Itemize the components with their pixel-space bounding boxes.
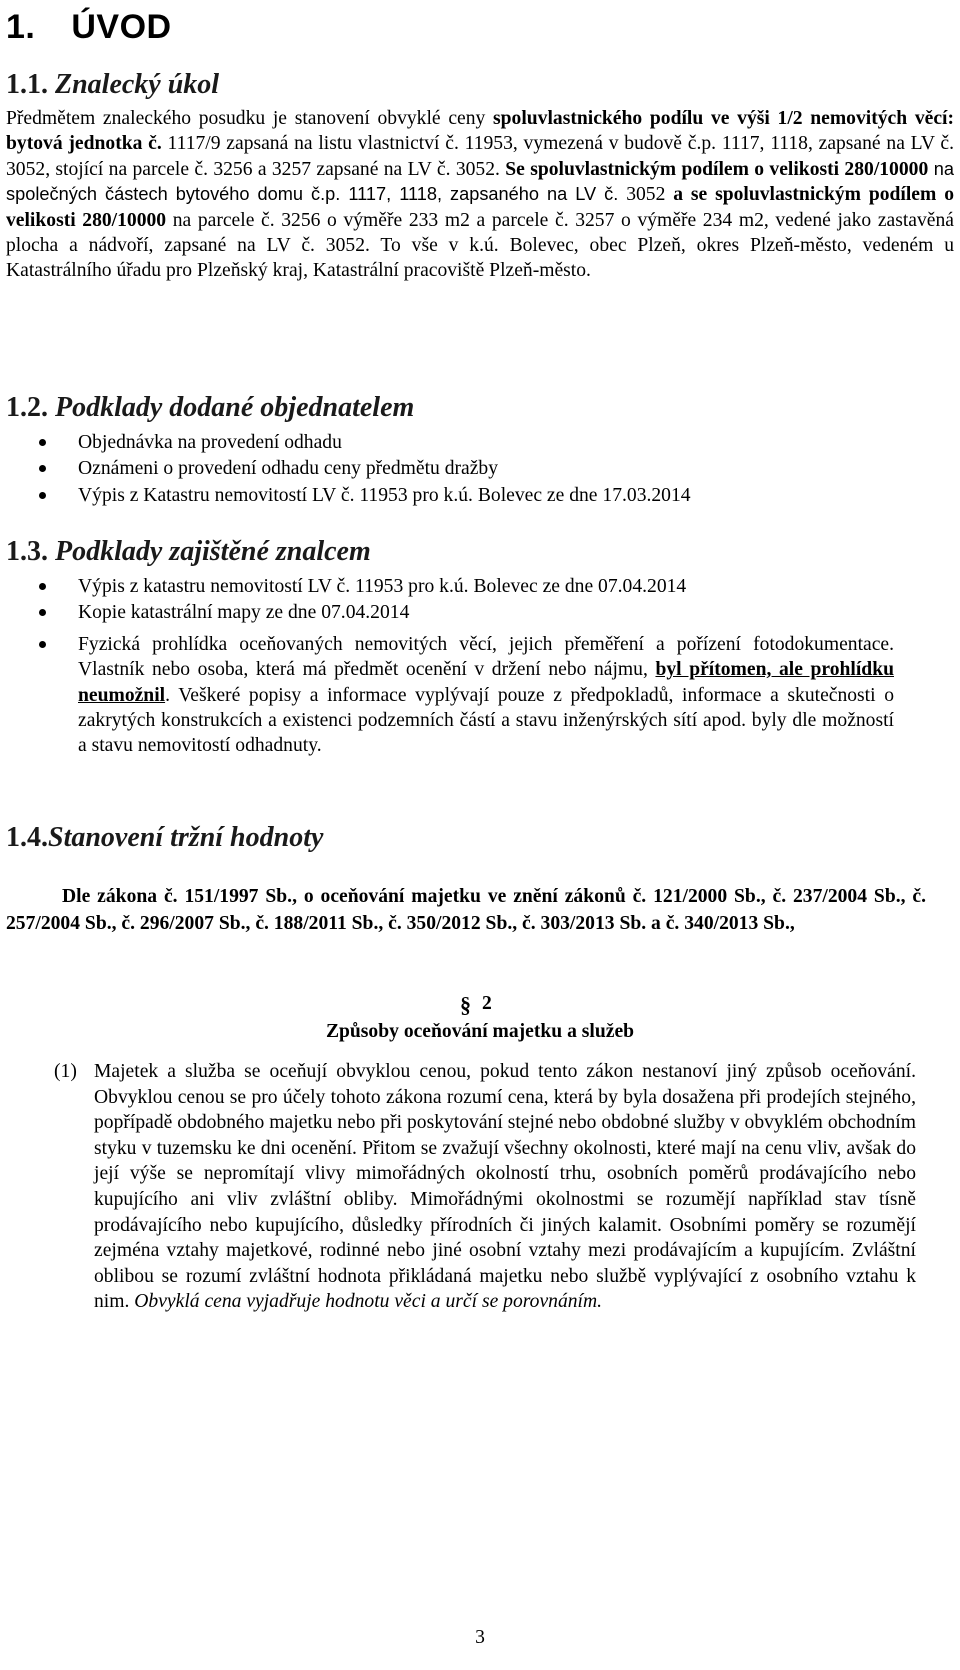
section-number: 1.2.	[6, 392, 48, 423]
bullet-icon	[39, 439, 46, 446]
list-item: Výpis z katastru nemovitostí LV č. 11953 pro k.ú. Bolevec ze dne 07.04.2014	[0, 574, 894, 599]
chapter-title: ÚVOD	[71, 8, 172, 46]
clause-label: (1)	[54, 1061, 77, 1082]
section-number: 1.3.	[6, 536, 48, 567]
svg-text:§: §	[460, 992, 471, 1016]
section-number: 1.4.	[6, 822, 48, 853]
paragraph-mark: § 2	[460, 992, 492, 1016]
list-item: Výpis z Katastru nemovitostí LV č. 11953 pro k.ú. Bolevec ze dne 17.03.2014	[0, 483, 894, 508]
bullet-icon	[39, 492, 46, 499]
expert-documents-list	[0, 574, 960, 759]
section-sign-icon	[460, 992, 476, 1016]
section-1-2-heading	[6, 390, 414, 426]
section-title: Podklady dodané objednatelem	[55, 392, 415, 423]
list-item: Objednávka na provedení odhadu	[0, 430, 894, 455]
section-1-4-heading	[6, 820, 323, 856]
page-number: 3	[475, 1627, 485, 1648]
section-title: Stanovení tržní hodnoty	[48, 822, 324, 853]
section-title: Znalecký úkol	[55, 69, 220, 100]
section-title: Podklady zajištěné znalcem	[55, 536, 371, 567]
inspection-note: byl přítomen, ale prohlídku neumožnil	[78, 659, 894, 706]
list-item: Fyzická prohlídka oceňovaných nemovitých věcí, jejich přeměření a pořízení fotodokumentace. Vlastník nebo osoba, která má předmět ocenění v držení nebo nájmu, byl přítomen, ale prohlídku neumožnil. Veškeré popisy a informace vyplývají pouze z předpokladů, informace a skutečnosti o zakrytých konstrukcích a existenci podzemních částí a stavu inženýrských sítí apod. byly dle možností a stavu nemovitostí odhadnuty.	[0, 632, 894, 759]
bullet-icon	[39, 641, 46, 648]
section-1-1-text: Předmětem znaleckého posudku je stanovení obvyklé ceny spoluvlastnického podílu ve výši 1/2 nemovitých věcí: bytová jednotka č. 1117/9 zapsaná na listu vlastnictví č. 11953, vymezená v budově č.p. 1117, 1118, zapsané na LV č. 3052, stojící na parcele č. 3256 a 3257 zapsané na LV č. 3052. Se spoluvlastnickým podílem o velikosti 280/10000 na společných částech bytového domu č.p. 1117, 1118, zapsaného na LV č. 3052 a se spoluvlastnickým podílem o velikosti 280/10000 na parcele č. 3256 o výměře 233 m2 a parcele č. 3257 o výměře 234 m2, vedené jako zastavěná plocha a nádvoří, zapsané na LV č. 3052. To vše v k.ú. Bolevec, obec Plzeň, okres Plzeň-město, vedeném u Katastrálního úřadu pro Plzeňský kraj, Katastrální pracoviště Plzeň-město.	[6, 108, 954, 282]
clause-text: Majetek a služba se oceňují obvyklou cenou, pokud tento zákon nestanoví jiný způsob oceňování. Obvyklou cenou se pro účely tohoto zákona rozumí cena, která by byla dosažena při prodejích stejného, popřípadě obdobného majetku nebo při poskytování stejné nebo obdobné služby v obvyklém obchodním styku v tuzemsku ke dni ocenění. Přitom se zvažují všechny okolnosti, které mají na cenu vliv, avšak do její výše se nepromítají vlivy mimořádných okolností trhu, osobních poměrů prodávajícího nebo kupujícího ani vliv zvláštní obliby. Mimořádnými okolnostmi se rozumějí například stav tísně prodávajícího nebo kupujícího, důsledky přírodních či jiných kalamit. Osobními poměry se rozumějí zejména vztahy majetkové, rodinné nebo jiné osobní vztahy mezi prodávajícím a kupujícím. Zvláštní oblibou se rozumí zvláštní hodnota přikládaná majetku nebo službě vyplývající z osobního vztahu k nim.	[94, 1061, 916, 1313]
chapter-number: 1.	[6, 8, 36, 46]
section-1-1-heading	[6, 67, 219, 103]
law-reference: Dle zákona č. 151/1997 Sb., o oceňování majetku ve znění zákonů č. 121/2000 Sb., č. 237/2004 Sb., č. 257/2004 Sb., č. 296/2007 Sb., č. 188/2011 Sb., č. 350/2012 Sb., č. 303/2013 Sb. a č. 340/2013 Sb.,	[6, 886, 926, 934]
provided-documents-list	[0, 430, 960, 508]
section-1-3-heading	[6, 534, 371, 570]
clause-italic: Obvyklá cena vyjadřuje hodnotu věci a určí se porovnáním.	[134, 1291, 603, 1313]
paragraph-title: Způsoby oceňování majetku a služeb	[325, 1021, 635, 1042]
bullet-icon	[39, 465, 46, 472]
bullet-icon	[39, 583, 46, 590]
list-item: Oznámeni o provedení odhadu ceny předmětu dražby	[0, 456, 894, 481]
law-clause	[54, 1059, 916, 1315]
bullet-icon	[39, 609, 46, 616]
list-item: Kopie katastrální mapy ze dne 07.04.2014	[0, 600, 894, 625]
chapter-heading	[6, 2, 172, 52]
section-number: 1.1.	[6, 69, 48, 100]
